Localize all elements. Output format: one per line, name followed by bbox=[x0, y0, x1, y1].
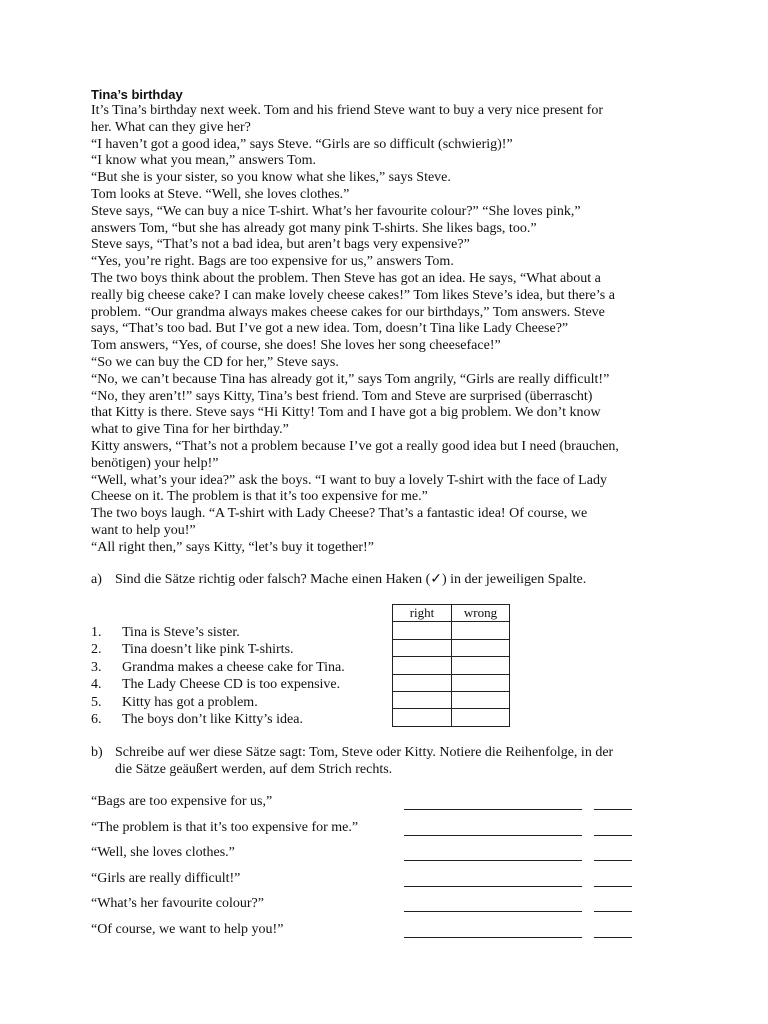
story-text bbox=[91, 103, 691, 557]
item-text: Tina is Steve’s sister. bbox=[122, 625, 240, 640]
story-line: “So we can buy the CD for her,” Steve says. bbox=[91, 354, 339, 370]
quote-row bbox=[91, 919, 691, 945]
quote-text: “Bags are too expensive for us,” bbox=[91, 794, 273, 809]
item-number: 1. bbox=[91, 625, 102, 640]
table-row bbox=[393, 622, 510, 639]
story-line: The two boys think about the problem. Then Steve has got an idea. He says, “What about a bbox=[91, 270, 601, 286]
wrong-answer-cell[interactable] bbox=[452, 639, 510, 656]
story-line: It’s Tina’s birthday next week. Tom and his friend Steve want to buy a very nice present for bbox=[91, 103, 603, 118]
list-item bbox=[91, 676, 391, 693]
story-line: that Kitty is there. Steve says “Hi Kitty! Tom and I have got a big problem. We don’t know bbox=[91, 405, 601, 421]
right-wrong-table bbox=[392, 604, 510, 727]
story-line: Cheese on it. The problem is that it’s too expensive for me.” bbox=[91, 489, 428, 505]
worksheet-page bbox=[91, 86, 691, 937]
story-line: Steve says, “We can buy a nice T-shirt. What’s her favourite colour?” “She loves pink,” bbox=[91, 203, 581, 219]
story-line: what to give Tina for her birthday.” bbox=[91, 422, 289, 438]
list-item bbox=[91, 711, 391, 728]
item-text: Tina doesn’t like pink T-shirts. bbox=[122, 642, 294, 658]
story-line: “I know what you mean,” answers Tom. bbox=[91, 153, 317, 169]
item-number: 6. bbox=[91, 711, 102, 727]
wrong-answer-cell[interactable] bbox=[452, 691, 510, 708]
right-answer-cell[interactable] bbox=[393, 657, 452, 674]
task-a-label: a) bbox=[91, 572, 102, 587]
speaker-answer-line[interactable] bbox=[404, 809, 582, 810]
order-answer-line[interactable] bbox=[594, 860, 632, 861]
right-answer-cell[interactable] bbox=[393, 639, 452, 656]
list-item bbox=[91, 641, 391, 658]
story-title: Tina’s birthday bbox=[91, 87, 183, 102]
quote-row bbox=[91, 868, 691, 894]
task-a-text: Sind die Sätze richtig oder falsch? Mache einen Haken (✓) in der jeweiligen Spalte. bbox=[115, 572, 587, 587]
speaker-answer-line[interactable] bbox=[404, 886, 582, 887]
table-row bbox=[393, 657, 510, 674]
order-answer-line[interactable] bbox=[594, 835, 632, 836]
right-answer-cell[interactable] bbox=[393, 674, 452, 691]
table-row bbox=[393, 674, 510, 691]
story-line: “No, they aren’t!” says Kitty, Tina’s best friend. Tom and Steve are surprised (überrascht) bbox=[91, 388, 593, 404]
table-row bbox=[393, 639, 510, 656]
story-line: problem. “Our grandma always makes cheese cakes for our birthdays,” Tom answers. Steve bbox=[91, 304, 605, 320]
item-number: 3. bbox=[91, 659, 102, 675]
story-line: Kitty answers, “That’s not a problem because I’ve got a really good idea but I need (brauchen, bbox=[91, 438, 619, 454]
item-text: Kitty has got a problem. bbox=[122, 694, 258, 710]
item-number: 4. bbox=[91, 677, 102, 693]
story-line: “No, we can’t because Tina has already got it,” says Tom angrily, “Girls are really difficult!” bbox=[91, 371, 610, 387]
story-line: “Well, what’s your idea?” ask the boys. “I want to buy a lovely T-shirt with the face of Lady bbox=[91, 472, 607, 488]
task-b-text-line1: Schreibe auf wer diese Sätze sagt: Tom, Steve oder Kitty. Notiere die Reihenfolge, in der bbox=[115, 745, 614, 760]
quote-text: “Of course, we want to help you!” bbox=[91, 921, 284, 937]
story-line: Tom looks at Steve. “Well, she loves clothes.” bbox=[91, 186, 350, 202]
quote-text: “What’s her favourite colour?” bbox=[91, 896, 264, 912]
order-answer-line[interactable] bbox=[594, 911, 632, 912]
quote-text: “The problem is that it’s too expensive for me.” bbox=[91, 819, 359, 835]
story-line: her. What can they give her? bbox=[91, 119, 251, 135]
quote-text: “Well, she loves clothes.” bbox=[91, 845, 235, 861]
wrong-answer-cell[interactable] bbox=[452, 622, 510, 639]
right-answer-cell[interactable] bbox=[393, 709, 452, 726]
list-item bbox=[91, 624, 391, 641]
story-line: “Yes, you’re right. Bags are too expensive for us,” answers Tom. bbox=[91, 254, 454, 270]
item-text: The Lady Cheese CD is too expensive. bbox=[122, 677, 341, 693]
wrong-answer-cell[interactable] bbox=[452, 674, 510, 691]
order-answer-line[interactable] bbox=[594, 937, 632, 938]
task-b-instruction bbox=[91, 744, 681, 778]
table-header-row bbox=[393, 605, 510, 622]
story-line: Steve says, “That’s not a bad idea, but aren’t bags very expensive?” bbox=[91, 237, 470, 253]
wrong-column-header: wrong bbox=[452, 605, 510, 622]
quote-row bbox=[91, 791, 691, 817]
speaker-answer-line[interactable] bbox=[404, 937, 582, 938]
story-line: answers Tom, “but she has already got many pink T-shirts. She likes bags, too.” bbox=[91, 220, 537, 236]
speaker-answer-line[interactable] bbox=[404, 860, 582, 861]
story-line: want to help you!” bbox=[91, 522, 196, 538]
order-answer-line[interactable] bbox=[594, 886, 632, 887]
order-answer-line[interactable] bbox=[594, 809, 632, 810]
story-line: The two boys laugh. “A T-shirt with Lady Cheese? That’s a fantastic idea! Of course, we bbox=[91, 506, 588, 522]
item-number: 2. bbox=[91, 642, 102, 658]
list-item bbox=[91, 694, 391, 711]
story-line: “I haven’t got a good idea,” says Steve. “Girls are so difficult (schwierig)!” bbox=[91, 136, 513, 152]
item-number: 5. bbox=[91, 694, 102, 710]
quote-list bbox=[91, 791, 691, 945]
speaker-answer-line[interactable] bbox=[404, 835, 582, 836]
task-a-instruction bbox=[91, 571, 681, 588]
right-answer-cell[interactable] bbox=[393, 691, 452, 708]
task-b-text-line2: die Sätze geäußert werden, auf dem Strich rechts. bbox=[115, 762, 393, 777]
list-item bbox=[91, 659, 391, 676]
speaker-answer-line[interactable] bbox=[404, 911, 582, 912]
story-line: “But she is your sister, so you know what she likes,” says Steve. bbox=[91, 170, 451, 186]
quote-text: “Girls are really difficult!” bbox=[91, 870, 241, 886]
quote-row bbox=[91, 817, 691, 843]
wrong-answer-cell[interactable] bbox=[452, 709, 510, 726]
table-row bbox=[393, 709, 510, 726]
right-column-header: right bbox=[393, 605, 452, 622]
story-line: says, “That’s too bad. But I’ve got a new idea. Tom, doesn’t Tina like Lady Cheese?” bbox=[91, 321, 569, 337]
quote-row bbox=[91, 893, 691, 919]
story-line: Tom answers, “Yes, of course, she does! She loves her song cheeseface!” bbox=[91, 338, 501, 354]
item-text: Grandma makes a cheese cake for Tina. bbox=[122, 659, 345, 675]
item-text: The boys don’t like Kitty’s idea. bbox=[122, 711, 303, 727]
story-line: really big cheese cake? I can make lovely cheese cakes!” Tom likes Steve’s idea, but there’s a bbox=[91, 287, 615, 303]
statement-list bbox=[91, 624, 391, 728]
story-line: “All right then,” says Kitty, “let’s buy it together!” bbox=[91, 539, 374, 555]
right-answer-cell[interactable] bbox=[393, 622, 452, 639]
story-line: benötigen) your help!” bbox=[91, 455, 219, 471]
task-b-label: b) bbox=[91, 745, 103, 760]
wrong-answer-cell[interactable] bbox=[452, 657, 510, 674]
quote-row bbox=[91, 842, 691, 868]
table-row bbox=[393, 691, 510, 708]
